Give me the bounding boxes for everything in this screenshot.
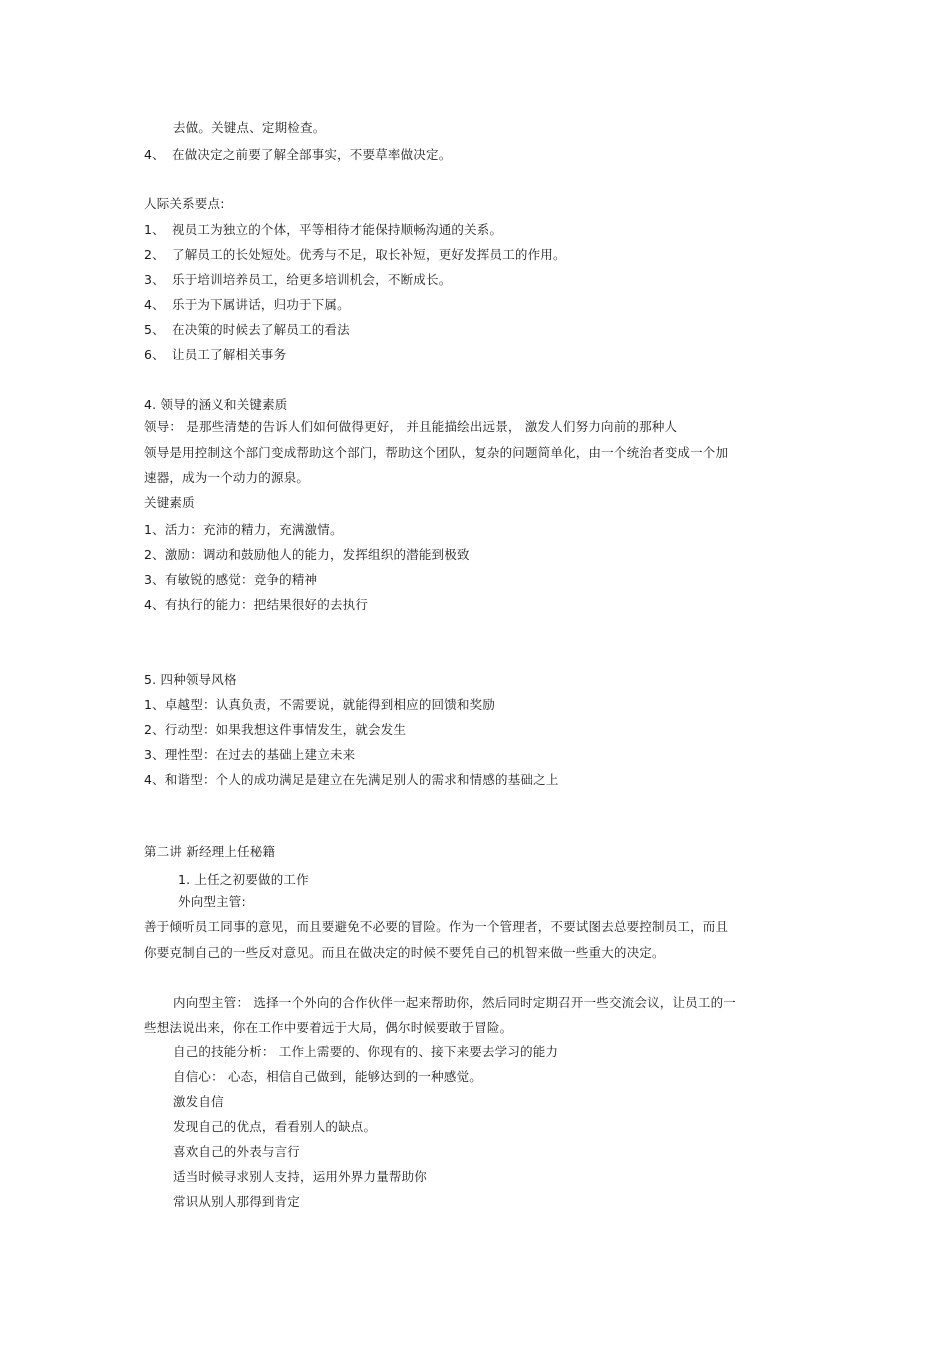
list-item-number: 4、 — [144, 147, 165, 162]
list-item: 4、有执行的能力：把结果很好的去执行 — [144, 597, 369, 612]
leadership-definition: 领导： 是那些清楚的告诉人们如何做得更好， 并且能描绘出远景， 激发人们努力向前的那种人 — [144, 419, 678, 434]
list-item — [144, 221, 502, 239]
list-item — [144, 146, 451, 164]
list-item: 4、和谐型：个人的成功满足是建立在先满足别人的需求和情感的基础之上 — [144, 772, 559, 787]
list-item: 3、理性型：在过去的基础上建立未来 — [144, 747, 356, 762]
extrovert-paragraph-line: 你要克制自己的一些反对意见。而且在做决定的时候不要凭自己的机智来做一些重大的决定。 — [144, 945, 665, 960]
list-item-number: 5、 — [144, 322, 165, 337]
qualities-heading: 关键素质 — [144, 495, 195, 510]
leadership-heading: 4. 领导的涵义和关键素质 — [144, 397, 288, 412]
lecture-heading: 第二讲 新经理上任秘籍 — [144, 844, 276, 859]
tip-line: 发现自己的优点，看看别人的缺点。 — [173, 1119, 377, 1134]
list-item: 2、激励：调动和鼓励他人的能力，发挥组织的潜能到极致 — [144, 547, 470, 562]
styles-heading: 5. 四种领导风格 — [144, 672, 237, 687]
tip-line: 喜欢自己的外表与言行 — [173, 1144, 301, 1159]
extrovert-paragraph-line: 善于倾听员工同事的意见，而且要避免不必要的冒险。作为一个管理者，不要试图去总要控制员工，而且 — [144, 919, 729, 934]
tip-line: 激发自信 — [173, 1094, 224, 1109]
extrovert-label: 外向型主管: — [178, 894, 246, 909]
list-item-text: 了解员工的长处短处。优秀与不足，取长补短，更好发挥员工的作用。 — [172, 247, 566, 262]
list-item-text: 在做决定之前要了解全部事实，不要草率做决定。 — [172, 147, 452, 162]
confidence-line: 自信心： 心态，相信自己做到，能够达到的一种感觉。 — [173, 1069, 482, 1084]
list-item-text: 让员工了解相关事务 — [172, 347, 287, 362]
list-item: 2、行动型：如果我想这件事情发生，就会发生 — [144, 722, 407, 737]
list-item-number: 6、 — [144, 347, 165, 362]
list-item: 1、卓越型：认真负责，不需要说，就能得到相应的回馈和奖励 — [144, 697, 496, 712]
introvert-paragraph-line: 些想法说出来，你在工作中要着远于大局，偶尔时候要敢于冒险。 — [144, 1020, 513, 1035]
list-item: 3、有敏锐的感觉：竞争的精神 — [144, 572, 318, 587]
leadership-paragraph-line: 领导是用控制这个部门变成帮助这个部门，帮助这个团队，复杂的问题简单化，由一个统治者变成一个加 — [144, 445, 729, 460]
list-item: 1、活力：充沛的精力，充满激情。 — [144, 522, 343, 537]
list-item-text: 视员工为独立的个体，平等相待才能保持顺畅沟通的关系。 — [172, 222, 503, 237]
list-item-number: 1、 — [144, 222, 165, 237]
lecture-subheading: 1. 上任之初要做的工作 — [178, 872, 309, 887]
list-item — [144, 321, 350, 339]
continued-line: 去做。关键点、定期检查。 — [173, 120, 326, 135]
skills-analysis-line: 自己的技能分析： 工作上需要的、你现有的、接下来要去学习的能力 — [173, 1044, 559, 1059]
list-item-text: 乐于培训培养员工，给更多培训机会，不断成长。 — [172, 272, 452, 287]
list-item — [144, 246, 566, 264]
leadership-paragraph-line: 速器，成为一个动力的源泉。 — [144, 470, 310, 485]
tip-line: 常识从别人那得到肯定 — [173, 1194, 301, 1209]
list-item — [144, 296, 350, 314]
list-item — [144, 271, 451, 289]
list-item-number: 3、 — [144, 272, 165, 287]
list-item-number: 4、 — [144, 297, 165, 312]
introvert-paragraph-line: 内向型主管： 选择一个外向的合作伙伴一起来帮助你，然后同时定期召开一些交流会议，让员工的一 — [173, 995, 736, 1010]
list-item-number: 2、 — [144, 247, 165, 262]
interpersonal-heading: 人际关系要点: — [144, 196, 225, 211]
tip-line: 适当时候寻求别人支持，运用外界力量帮助你 — [173, 1169, 428, 1184]
list-item-text: 在决策的时候去了解员工的看法 — [172, 322, 350, 337]
list-item — [144, 346, 286, 364]
list-item-text: 乐于为下属讲话，归功于下属。 — [172, 297, 350, 312]
